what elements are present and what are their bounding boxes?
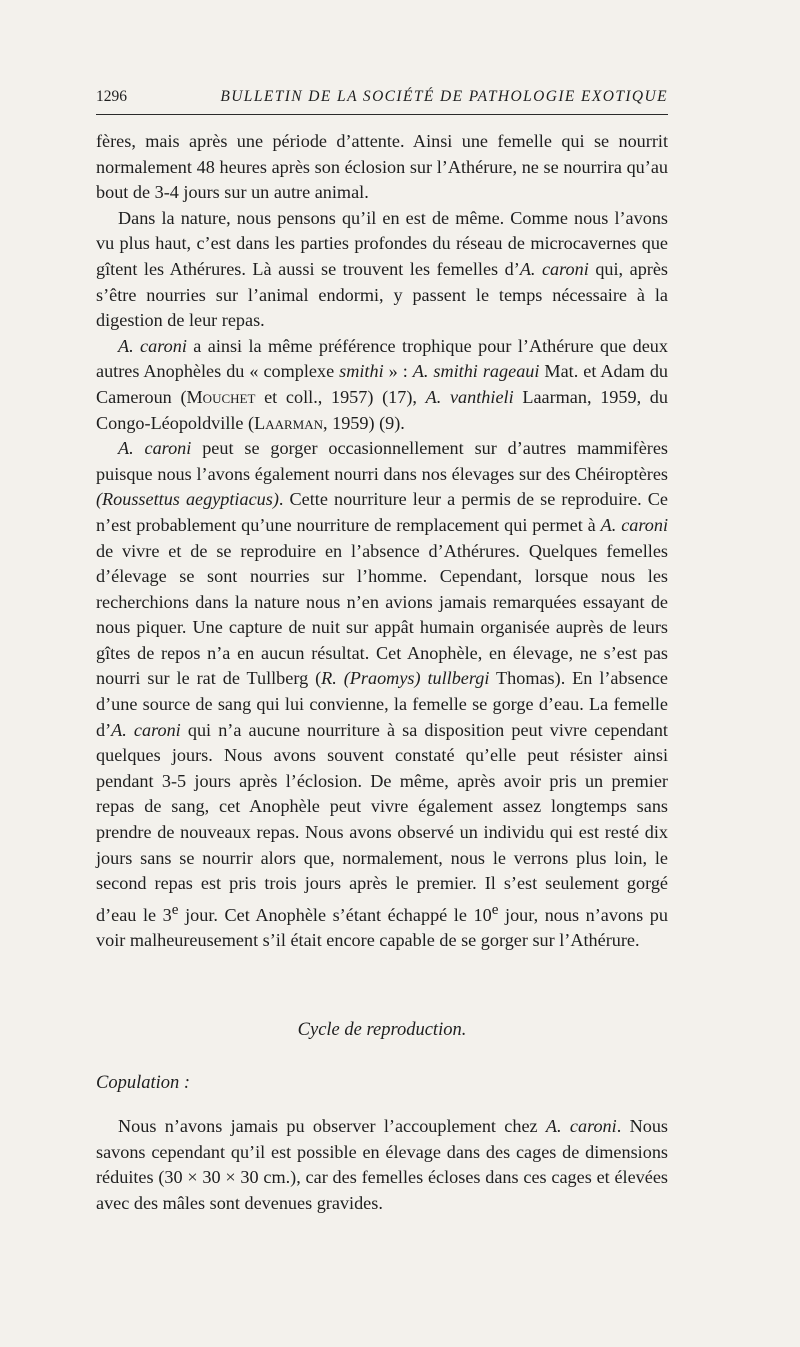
italic-term: A. caroni: [118, 335, 187, 356]
ordinal-superscript: e: [491, 900, 499, 918]
body-text: [96, 129, 668, 954]
paragraph: [96, 334, 668, 436]
section-heading: Cycle de reproduction.: [297, 1020, 467, 1040]
running-header: [96, 88, 668, 106]
paragraph: [96, 1114, 668, 1216]
final-paragraph-block: [96, 1114, 668, 1216]
author-name: Laarman: [254, 412, 324, 433]
text-run: Mat. et Adam du Cameroun (: [96, 361, 669, 407]
text-run: peut se gorger occasionnellement sur d’autres mammifères puisque nous l’avons également nourri dans nos élevages sur des Chéiroptères: [96, 438, 668, 484]
text-run: . Cette nourriture leur a permis de se reproduire. Ce n’est probablement qu’une nourriture de remplacement qui permet à: [96, 489, 669, 535]
text-run: de vivre et de se reproduire en l’absence d’Athérures. Quelques femelles d’élevage se sont nourries sur l’homme. Cependant, lorsque nous les recherchions dans la nature nous n’en avions jamais remarquées essayant de nous piquer. Une capture de nuit sur appât humain organisée auprès de leurs gîtes de repos n’a en aucun résultat. Cet Anophèle, en élevage, ne s’est pas nourri sur le rat de Tullberg (: [96, 540, 668, 689]
paragraph: [96, 206, 668, 334]
text-run: jour. Cet Anophèle s’étant échappé le 10: [178, 904, 492, 925]
text-run: et coll., 1957) (17),: [255, 386, 426, 407]
text-run: qui n’a aucune nourriture à sa disposition peut vivre cependant quelques jours. Nous avons souvent constaté qu’elle peut résister ainsi pendant 3-5 jours après l’éclosion. De même, après avoir pris un premier repas de sang, cet Anophèle peut vivre également assez longtemps sans prendre de nouveaux repas. Nous avons observé un individu qui est resté dix jours sans se nourrir alors que, normalement, nous le verrons plus loin, le second repas est pris trois jours après le premier. Il s’est seulement gorgé d’eau le 3: [96, 719, 668, 925]
journal-title: BULLETIN DE LA SOCIÉTÉ DE PATHOLOGIE EXOTIQUE: [220, 88, 668, 105]
italic-term: A. caroni: [118, 438, 192, 459]
text-run: » :: [383, 361, 413, 382]
text-run: Laarman, 1959, du Congo-Léopoldville (: [96, 386, 668, 433]
subsection-heading: Copulation :: [96, 1073, 191, 1093]
italic-term: A. caroni: [545, 1116, 617, 1136]
paragraph: [96, 436, 668, 954]
text-run: Thomas). En l’absence d’une source de sang qui lui convienne, la femelle se gorge d’eau. La femelle d’: [96, 668, 668, 740]
italic-term: A. caroni: [519, 258, 589, 279]
text-run: Dans la nature, nous pensons qu’il en est de même. Comme nous l’avons vu plus haut, c’est dans les parties profondes du réseau de microcavernes que gîtent les Athérures. Là aussi se trouvent les femelles d’: [96, 207, 668, 279]
text-run: a ainsi la même préférence trophique pour l’Athérure que deux autres Anophèles du « complexe: [96, 335, 668, 382]
author-name: Mouchet: [186, 386, 256, 407]
italic-term: A. smithi rageaui: [412, 361, 540, 382]
italic-term: (Roussettus aegyptiacus): [96, 489, 279, 510]
italic-term: smithi: [339, 361, 384, 382]
paragraph: [96, 129, 668, 206]
page-number: 1296: [96, 88, 127, 105]
text-run: . Nous savons cependant qu’il est possible en élevage dans des cages de dimensions réduites (30 × 30 × 30 cm.), car des femelles écloses dans ces cages et élevées avec des mâles sont devenues gravides.: [96, 1116, 668, 1213]
italic-term: A. caroni: [111, 719, 181, 740]
ordinal-superscript: e: [171, 900, 179, 918]
text-run: Nous n’avons jamais pu observer l’accouplement chez: [118, 1116, 546, 1136]
text-run: jour, nous n’avons pu voir malheureusement s’il était encore capable de se gorger sur l’Athérure.: [96, 904, 668, 951]
italic-term: A. vanthieli: [425, 386, 514, 407]
italic-term: A. caroni: [600, 514, 669, 535]
header-rule: [96, 114, 668, 115]
text-run: fères, mais après une période d’attente. Ainsi une femelle qui se nourrit normalement 48 heures après son éclosion sur l’Athérure, ne se nourrira qu’au bout de 3-4 jours sur un autre animal.: [96, 131, 668, 203]
text-run: qui, après s’être nourries sur l’animal endormi, y passent le temps nécessaire à la digestion de leur repas.: [96, 258, 668, 331]
italic-term: R. (Praomys) tullbergi: [321, 668, 490, 689]
text-run: , 1959) (9).: [323, 412, 405, 433]
